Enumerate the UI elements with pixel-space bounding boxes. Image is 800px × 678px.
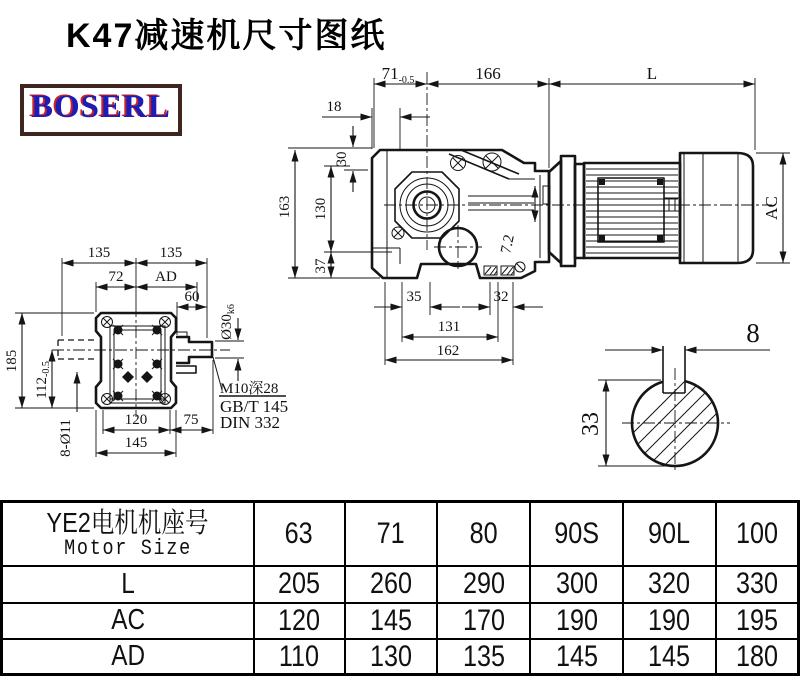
cell-L-71: 260 <box>345 566 438 603</box>
cell-AD-90S: 145 <box>530 639 623 675</box>
front-view <box>4 245 288 457</box>
table-row-L <box>2 566 799 603</box>
cell-AC-80: 170 <box>437 603 530 639</box>
note-gb-standard: GB/T 145 <box>220 397 289 416</box>
cell-AD-71: 130 <box>345 639 438 675</box>
col-header-90S: 90S <box>530 502 623 566</box>
dim-AD: AD <box>155 269 177 285</box>
table-header-row <box>2 502 799 566</box>
dim-72: 72 <box>108 269 124 285</box>
motor-adapter <box>549 161 561 263</box>
dim-75: 75 <box>183 412 199 428</box>
fan-cover <box>680 153 753 263</box>
col-header-90L: 90L <box>623 502 716 566</box>
cell-L-80: 290 <box>437 566 530 603</box>
mounting-bolts <box>113 325 162 401</box>
page-title: K47减速机尺寸图纸 <box>66 17 387 55</box>
table-row-AC <box>2 603 799 639</box>
side-view <box>277 64 790 365</box>
brand-logo-text: BOSERL <box>31 89 171 125</box>
note-tapped-hole: M10深28 <box>220 381 279 397</box>
motor-size-table <box>0 500 800 676</box>
cell-AD-90L: 145 <box>623 639 716 675</box>
dim-18: 18 <box>326 99 342 115</box>
dim-162: 162 <box>436 343 460 359</box>
gearbox-housing-outline <box>372 150 549 278</box>
cell-L-90S: 300 <box>530 566 623 603</box>
row-label-L: L <box>2 566 254 603</box>
technical-drawing <box>0 55 800 500</box>
table-row-AD <box>2 639 799 675</box>
dim-185: 185 <box>4 349 20 373</box>
dim-60: 60 <box>184 289 200 305</box>
dim-131: 131 <box>437 319 461 335</box>
dim-135-left: 135 <box>87 245 111 261</box>
row-label-AC: AC <box>2 603 254 639</box>
cell-AD-100: 180 <box>716 639 799 675</box>
header-cn: YE2电机机座号 <box>46 506 209 538</box>
dim-145: 145 <box>124 435 148 451</box>
cell-AC-100: 195 <box>716 603 799 639</box>
dim-35: 35 <box>406 289 422 305</box>
cell-AC-63: 120 <box>254 603 345 639</box>
col-header-80: 80 <box>437 502 530 566</box>
col-header-100: 100 <box>716 502 799 566</box>
dim-shaft-offset: $71_{-0.5}$ <box>381 64 415 86</box>
cell-L-63: 205 <box>254 566 345 603</box>
header-en: Motor Size <box>63 535 192 561</box>
dim-135-right: 135 <box>159 245 183 261</box>
dim-163: 163 <box>277 195 293 219</box>
cell-AD-63: 110 <box>254 639 345 675</box>
top-flange-face <box>449 150 535 179</box>
col-header-71: 71 <box>345 502 438 566</box>
cell-AC-90L: 190 <box>623 603 716 639</box>
table-header-motor-size <box>2 502 254 566</box>
dim-130: 130 <box>313 197 329 221</box>
stator-frame <box>598 178 664 242</box>
cell-L-90L: 320 <box>623 566 716 603</box>
dim-7-2: 7.2 <box>498 233 518 256</box>
input-shaft-hidden <box>58 340 96 359</box>
col-header-63: 63 <box>254 502 345 566</box>
dim-housing-length: 166 <box>475 64 501 83</box>
shaft-cross-section <box>578 318 770 472</box>
dim-motor-length-L: L <box>646 64 658 83</box>
side-view-dimensions <box>277 64 790 365</box>
dim-motor-AC: AC <box>762 196 781 220</box>
dim-32: 32 <box>493 289 509 305</box>
dim-shaft-diameter: $Ø30_{k6}$ <box>219 304 237 340</box>
cell-AC-71: 145 <box>345 603 438 639</box>
dim-8-holes: 8-Ø11 <box>58 419 74 457</box>
cell-L-100: 330 <box>716 566 799 603</box>
cell-AC-90S: 190 <box>530 603 623 639</box>
dim-37: 37 <box>313 258 329 274</box>
dim-112: $112_{-0.5}$ <box>34 361 52 399</box>
cell-AD-80: 135 <box>437 639 530 675</box>
note-din-standard: DIN 332 <box>220 413 280 432</box>
dim-section-height: 33 <box>578 412 604 436</box>
dim-120: 120 <box>124 412 148 428</box>
dim-key-width: 8 <box>746 318 760 348</box>
motor <box>549 153 753 266</box>
front-view-dimensions <box>4 245 288 457</box>
row-label-AD: AD <box>2 639 254 675</box>
dim-30: 30 <box>334 151 350 167</box>
foot-hatch <box>484 262 525 275</box>
